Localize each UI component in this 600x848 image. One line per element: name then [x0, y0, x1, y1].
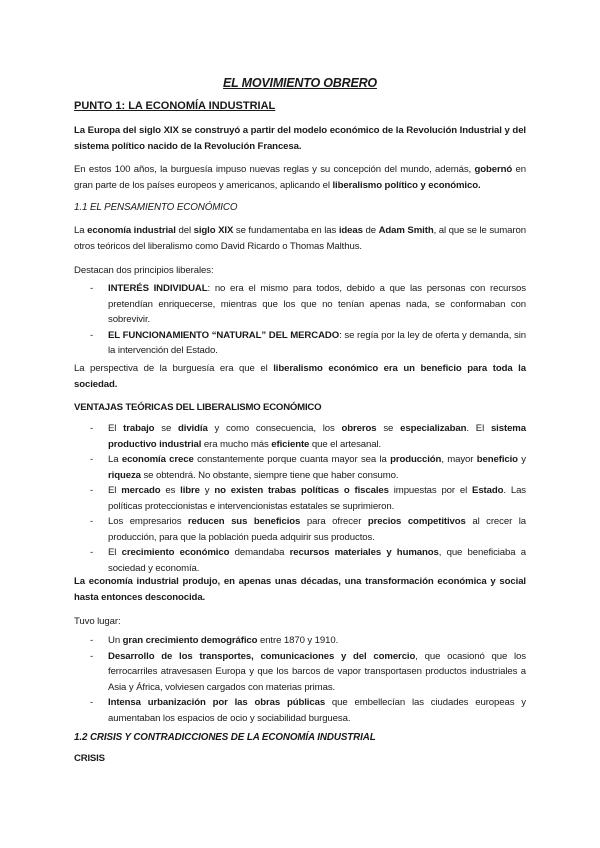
intro-paragraph: La Europa del siglo XIX se construyó a partir del modelo económico de la Revolución Industrial y del sistema político nacido de la Revolución Francesa. [74, 125, 526, 152]
crisis-heading: CRISIS [74, 753, 105, 764]
section-1-2-heading: 1.2 CRISIS Y CONTRADICCIONES DE LA ECONOMÍA INDUSTRIAL [74, 732, 376, 743]
list-item: - El mercado es libre y no existen trabas políticas o fiscales impuestas por el Estado. Las políticas proteccionistas e intervencionistas estatales se suprimieron. [90, 485, 526, 512]
list-item: - El crecimiento económico demandaba recursos materiales y humanos, que beneficiaba a sociedad y economía. [90, 547, 526, 574]
list-item: - Los empresarios reducen sus beneficios para ofrecer precios competitivos al crecer la producción, para que la población pueda adquirir sus productos. [90, 516, 526, 543]
paragraph-adam-smith: La economía industrial del siglo XIX se fundamentaba en las ideas de Adam Smith, al que se le sumaron otros teóricos del liberalismo como David Ricardo o Thomas Malthus. [74, 225, 526, 252]
lugar-list [74, 633, 526, 726]
paragraph-tuvo-lugar: Tuvo lugar: [74, 616, 121, 627]
ventajas-heading: VENTAJAS TEÓRICAS DEL LIBERALISMO ECONÓMICO [74, 402, 322, 413]
list-item: - La economía crece constantemente porque cuanta mayor sea la producción, mayor beneficio y riqueza se obtendrá. No obstante, siempre tiene que haber consumo. [90, 454, 526, 481]
list-item: - El trabajo se dividía y como consecuencia, los obreros se especializaban. El sistema productivo industrial era mucho más eficiente que el artesanal. [90, 423, 526, 450]
list-item: - Intensa urbanización por las obras públicas que embellecían las ciudades europeas y aumentaban los espacios de ocio y sociabilidad burguesa. [90, 697, 526, 724]
list-item: - INTERÉS INDIVIDUAL: no era el mismo para todos, debido a que las personas con recursos pretendían enriquecerse, mientras que los que no tenían apenas nada, se conformaban con sobrevivir. [90, 283, 526, 325]
document-title: EL MOVIMIENTO OBRERO [223, 76, 377, 90]
paragraph-perspectiva: La perspectiva de la burguesía era que el liberalismo económico era un beneficio para toda la sociedad. [74, 363, 526, 390]
paragraph-burguesia: En estos 100 años, la burguesía impuso nuevas reglas y su concepción del mundo, además, gobernó en gran parte de los países europeos y americanos, aplicando el liberalismo político y económico. [74, 164, 526, 191]
list-item: - Un gran crecimiento demográfico entre 1870 y 1910. [90, 635, 339, 646]
heading-punto-1: PUNTO 1: LA ECONOMÍA INDUSTRIAL [74, 100, 276, 112]
paragraph-transformacion: La economía industrial produjo, en apenas unas décadas, una transformación económica y social hasta entonces desconocida. [74, 576, 526, 603]
section-1-1-heading: 1.1 EL PENSAMIENTO ECONÓMICO [74, 202, 238, 213]
ventajas-list [74, 421, 526, 576]
list-item: - Desarrollo de los transportes, comunicaciones y del comercio, que ocasionó que los ferrocarriles atravesasen Europa y que los barcos de vapor transportasen productos industriales a Asia y África, volviesen cargados con materias primas. [90, 650, 526, 693]
principios-list [74, 281, 526, 359]
list-item: - EL FUNCIONAMIENTO “NATURAL” DEL MERCADO: se regía por la ley de oferta y demanda, sin la intervención del Estado. [90, 329, 526, 356]
paragraph-principios-intro: Destacan dos principios liberales: [74, 265, 214, 276]
